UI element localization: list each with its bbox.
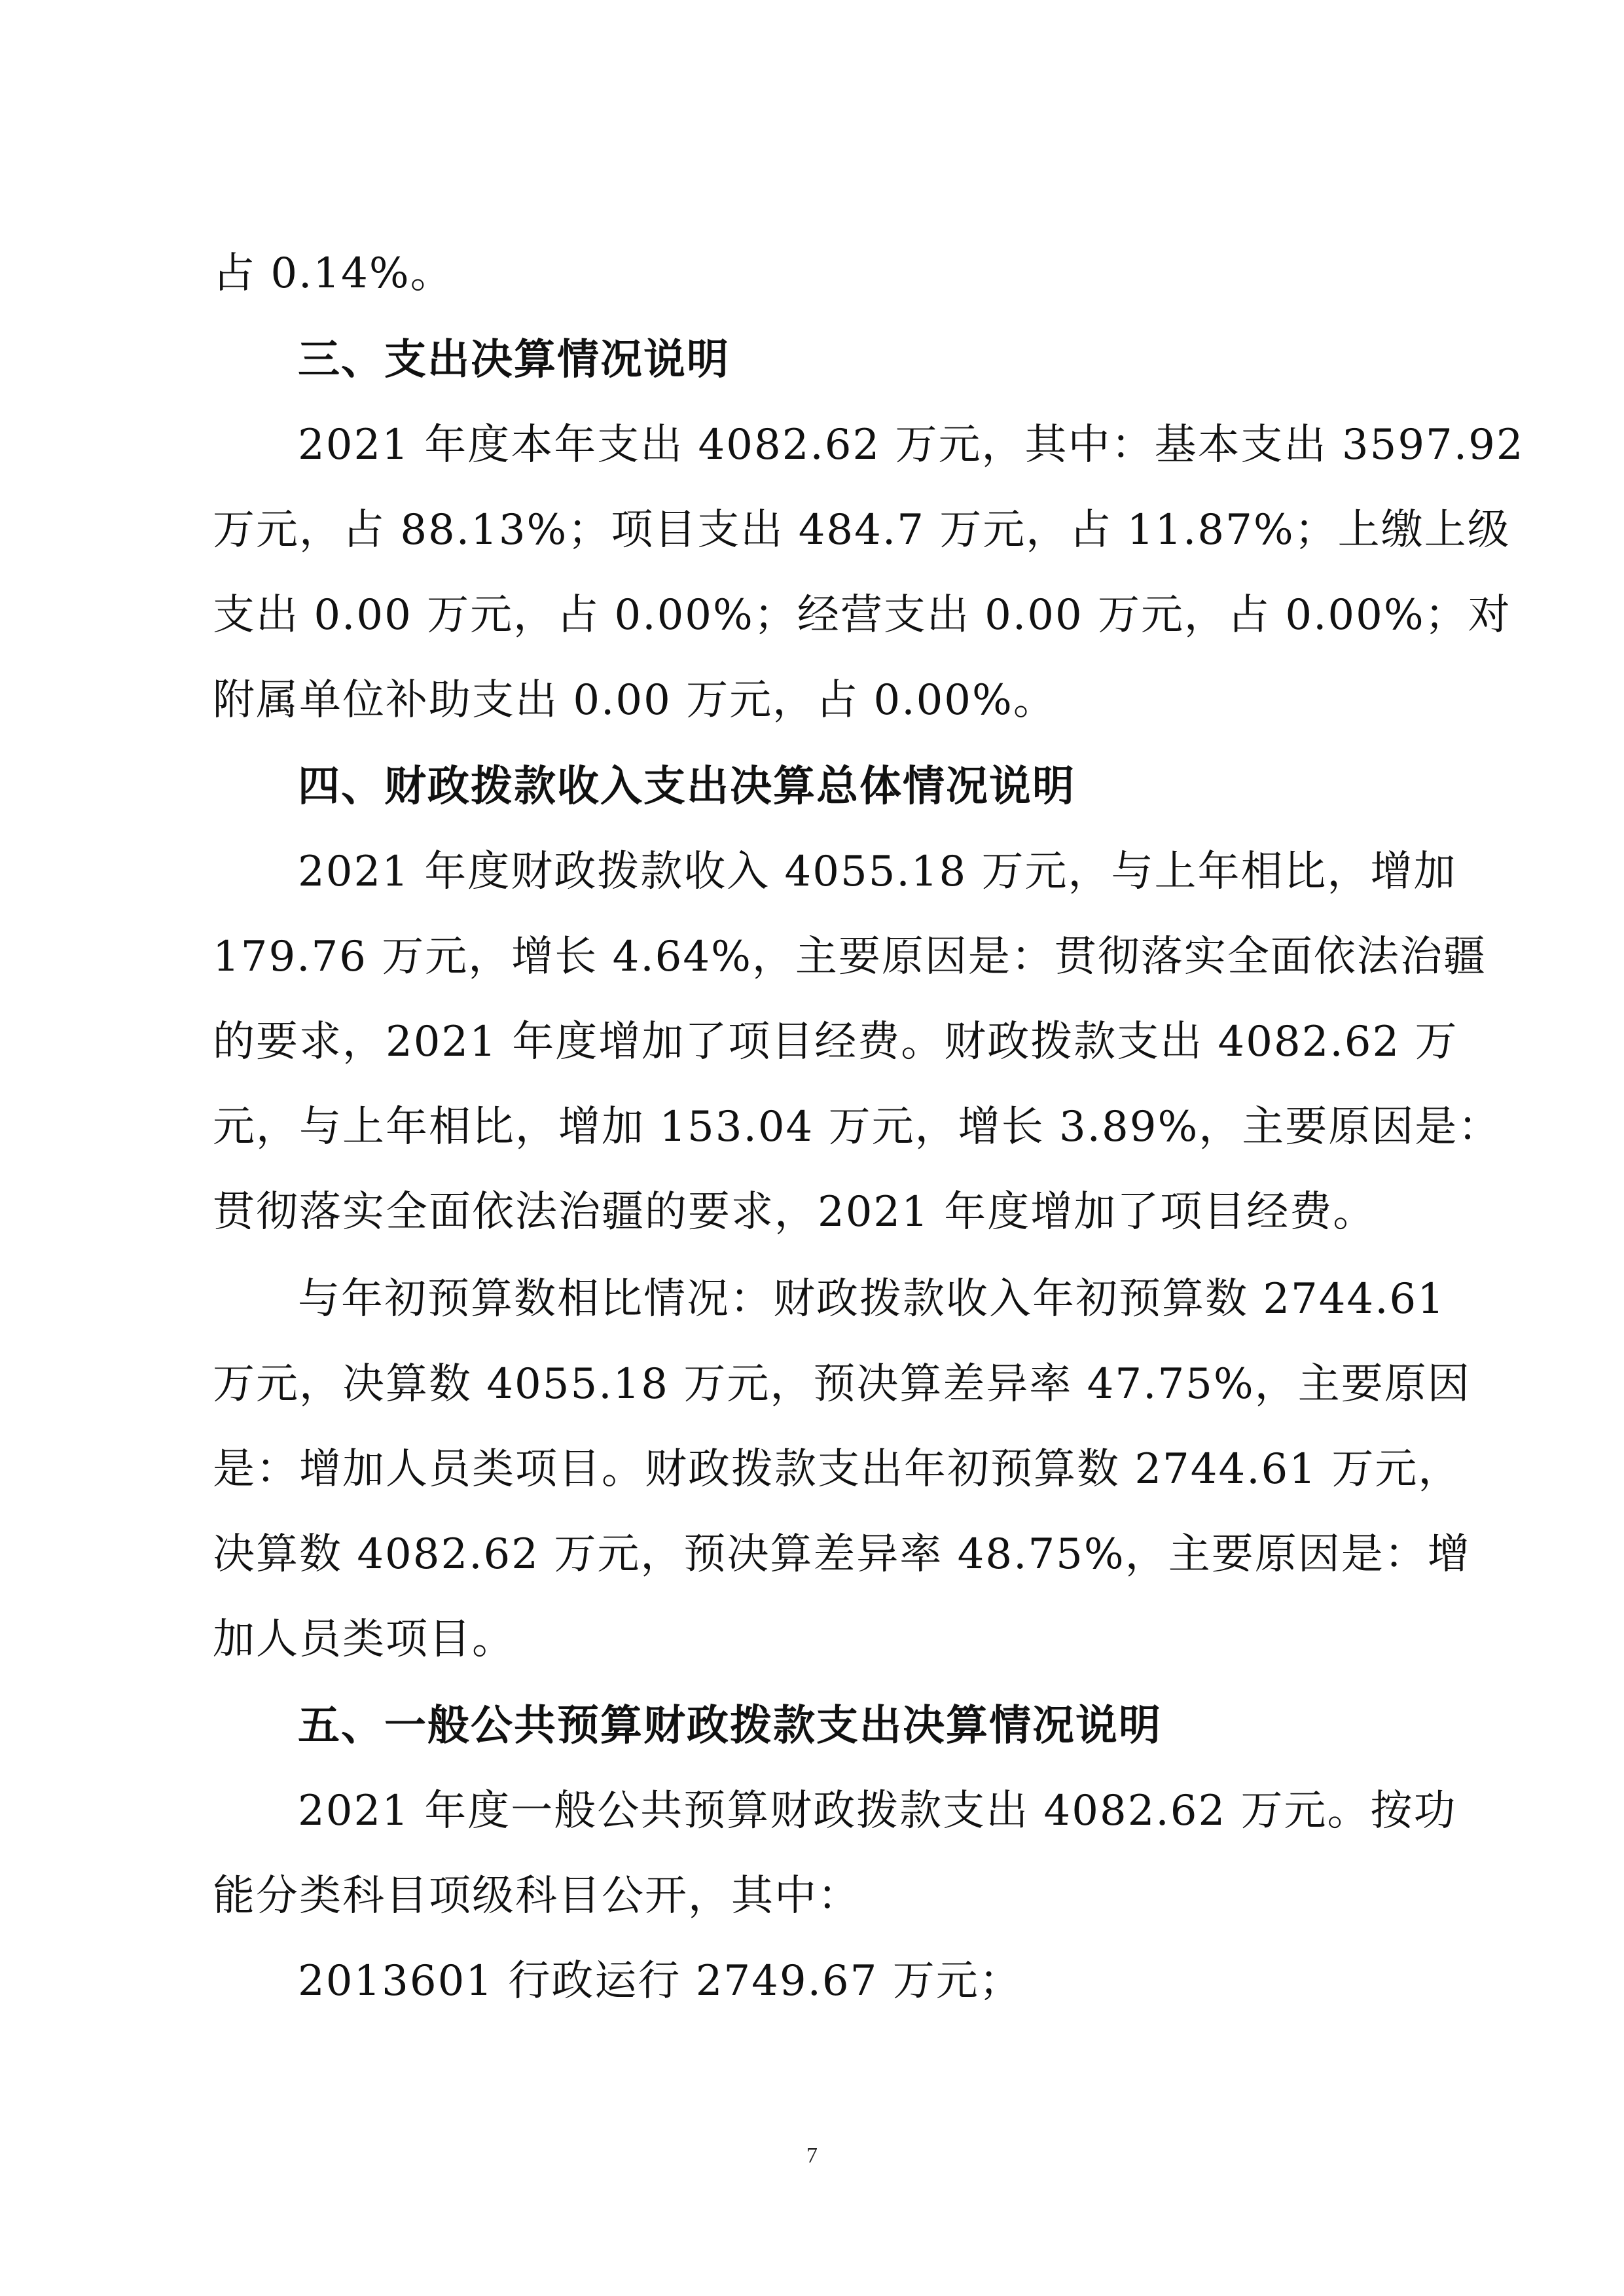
body-text-line: 2021 年度一般公共预算财政拨款支出 4082.62 万元。按功 bbox=[298, 1787, 1457, 1835]
section-heading-fiscal-overview: 四、财政拨款收入支出决算总体情况说明 bbox=[298, 762, 1075, 811]
body-text-line: 附属单位补助支出 0.00 万元，占 0.00%。 bbox=[213, 676, 1056, 725]
body-text-line: 2021 年度财政拨款收入 4055.18 万元，与上年相比，增加 bbox=[298, 848, 1457, 896]
body-text-line: 能分类科目项级科目公开，其中： bbox=[213, 1872, 861, 1920]
section-heading-expenditure: 三、支出决算情况说明 bbox=[298, 336, 730, 384]
body-text-line: 决算数 4082.62 万元，预决算差异率 48.75%，主要原因是：增 bbox=[213, 1530, 1471, 1579]
body-text-line: 是：增加人员类项目。财政拨款支出年初预算数 2744.61 万元， bbox=[213, 1445, 1462, 1494]
body-text-line: 加人员类项目。 bbox=[213, 1615, 515, 1664]
body-text-line: 占 0.14%。 bbox=[213, 249, 454, 298]
body-text-line: 万元，决算数 4055.18 万元，预决算差异率 47.75%，主要原因 bbox=[213, 1360, 1471, 1408]
body-text-line: 的要求，2021 年度增加了项目经费。财政拨款支出 4082.62 万 bbox=[213, 1018, 1458, 1066]
page-number: 7 bbox=[806, 2144, 818, 2168]
body-text-line: 元，与上年相比，增加 153.04 万元，增长 3.89%，主要原因是： bbox=[213, 1103, 1502, 1151]
body-text-line: 万元，占 88.13%；项目支出 484.7 万元，占 11.87%；上缴上级 bbox=[213, 506, 1511, 554]
body-text-line: 支出 0.00 万元，占 0.00%；经营支出 0.00 万元，占 0.00%；对 bbox=[213, 591, 1511, 639]
body-text-line: 179.76 万元，增长 4.64%，主要原因是：贯彻落实全面依法治疆 bbox=[213, 933, 1487, 981]
body-text-line: 2013601 行政运行 2749.67 万元； bbox=[298, 1957, 1022, 2005]
body-text-line: 贯彻落实全面依法治疆的要求，2021 年度增加了项目经费。 bbox=[213, 1188, 1377, 1236]
section-heading-general-budget: 五、一般公共预算财政拨款支出决算情况说明 bbox=[298, 1702, 1162, 1750]
body-text-line: 2021 年度本年支出 4082.62 万元，其中：基本支出 3597.92 bbox=[298, 421, 1525, 469]
body-text-line: 与年初预算数相比情况：财政拨款收入年初预算数 2744.61 bbox=[298, 1275, 1445, 1323]
